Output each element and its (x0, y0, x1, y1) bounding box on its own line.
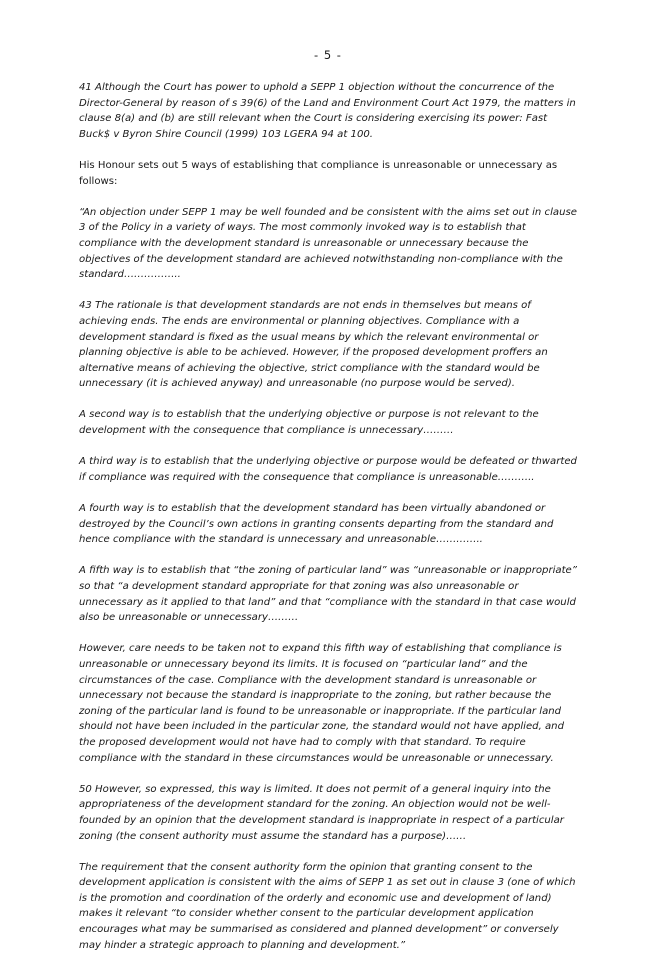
paragraph-43: 43 The rationale is that development standards are not ends in themselves but means of achieving ends. The ends are environmental or planning objectives. Compliance with a development standard is fixed as the usual means by which the relevant environmental or planning objective is able to be achieved. However, if the proposed development proffers an alternative means of achieving the objective, strict compliance with the standard would be unnecessary (it is achieved anyway) and unreasonable (no purpose would be served). (79, 300, 548, 390)
paragraph-first-way: “An objection under SEPP 1 may be well founded and be consistent with the aims set out in clause 3 of the Policy in a variety of ways. The most commonly invoked way is to establish that compliance with the development standard is unreasonable or unnecessary because the objectives of the development standard are achieved notwithstanding non-compliance with the standard…………….. (79, 206, 577, 281)
paragraph-third-way: A third way is to establish that the underlying objective or purpose would be defeated or thwarted if compliance was required with the consequence that compliance is unreasonable……….. (79, 456, 577, 483)
page-number: - 5 - (314, 48, 342, 62)
paragraph-fifth-way: A fifth way is to establish that “the zoning of particular land” was “unreasonable or inappropriate” so that “a development standard appropriate for that zoning was also unreasonable or unnecessary as it applied to that land” and that “compliance with the standard in that case would also be unreasonable or unnecessary……… (79, 565, 577, 624)
paragraph-intro: His Honour sets out 5 ways of establishing that compliance is unreasonable or unnecessary as follows: (79, 159, 558, 187)
paragraph-second-way: A second way is to establish that the underlying objective or purpose is not relevant to the development with the consequence that compliance is unnecessary……… (79, 409, 539, 437)
paragraph-requirement: The requirement that the consent authority form the opinion that granting consent to the development application is consistent with the aims of SEPP 1 as set out in clause 3 (one of which is the promotion and coordination of the orderly and economic use and development of land) makes it relevant “to consider whether consent to the particular development application encourages what may be summarised as considered and planned development” or conversely may hinder a strategic approach to planning and development.” (79, 861, 576, 951)
paragraph-fourth-way: A fourth way is to establish that the development standard has been virtually abandoned or destroyed by the Council’s own actions in granting consents departing from the standard and hence compliance with the standard is unnecessary and unreasonable………….. (79, 503, 554, 546)
document-body (79, 80, 579, 969)
paragraph-care: However, care needs to be taken not to expand this fifth way of establishing that compliance is unreasonable or unnecessary beyond its limits. It is focused on “particular land” and the circumstances of the case. Compliance with the development standard is unreasonable or unnecessary not because the standard is inappropriate to the zoning, but rather because the zoning of the particular land is found to be unreasonable or inappropriate. If the particular land should not have been included in the particular zone, the standard would not have applied, and the proposed development would not have had to comply with that standard. To require compliance with the standard in these circumstances would be unreasonable or unnecessary. (79, 643, 564, 764)
paragraph-50: 50 However, so expressed, this way is limited. It does not permit of a general inquiry into the appropriateness of the development standard for the zoning. An objection would not be well-founded by an opinion that the development standard is inappropriate in respect of a particular zoning (the consent authority must assume the standard has a purpose)…… (79, 783, 564, 842)
paragraph-41: 41 Although the Court has power to uphold a SEPP 1 objection without the concurrence of the Director-General by reason of s 39(6) of the Land and Environment Court Act 1979, the matters in clause 8(a) and (b) are still relevant when the Court is considering exercising its power: Fast Buck$ v Byron Shire Council (1999) 103 LGERA 94 at 100. (79, 82, 576, 140)
